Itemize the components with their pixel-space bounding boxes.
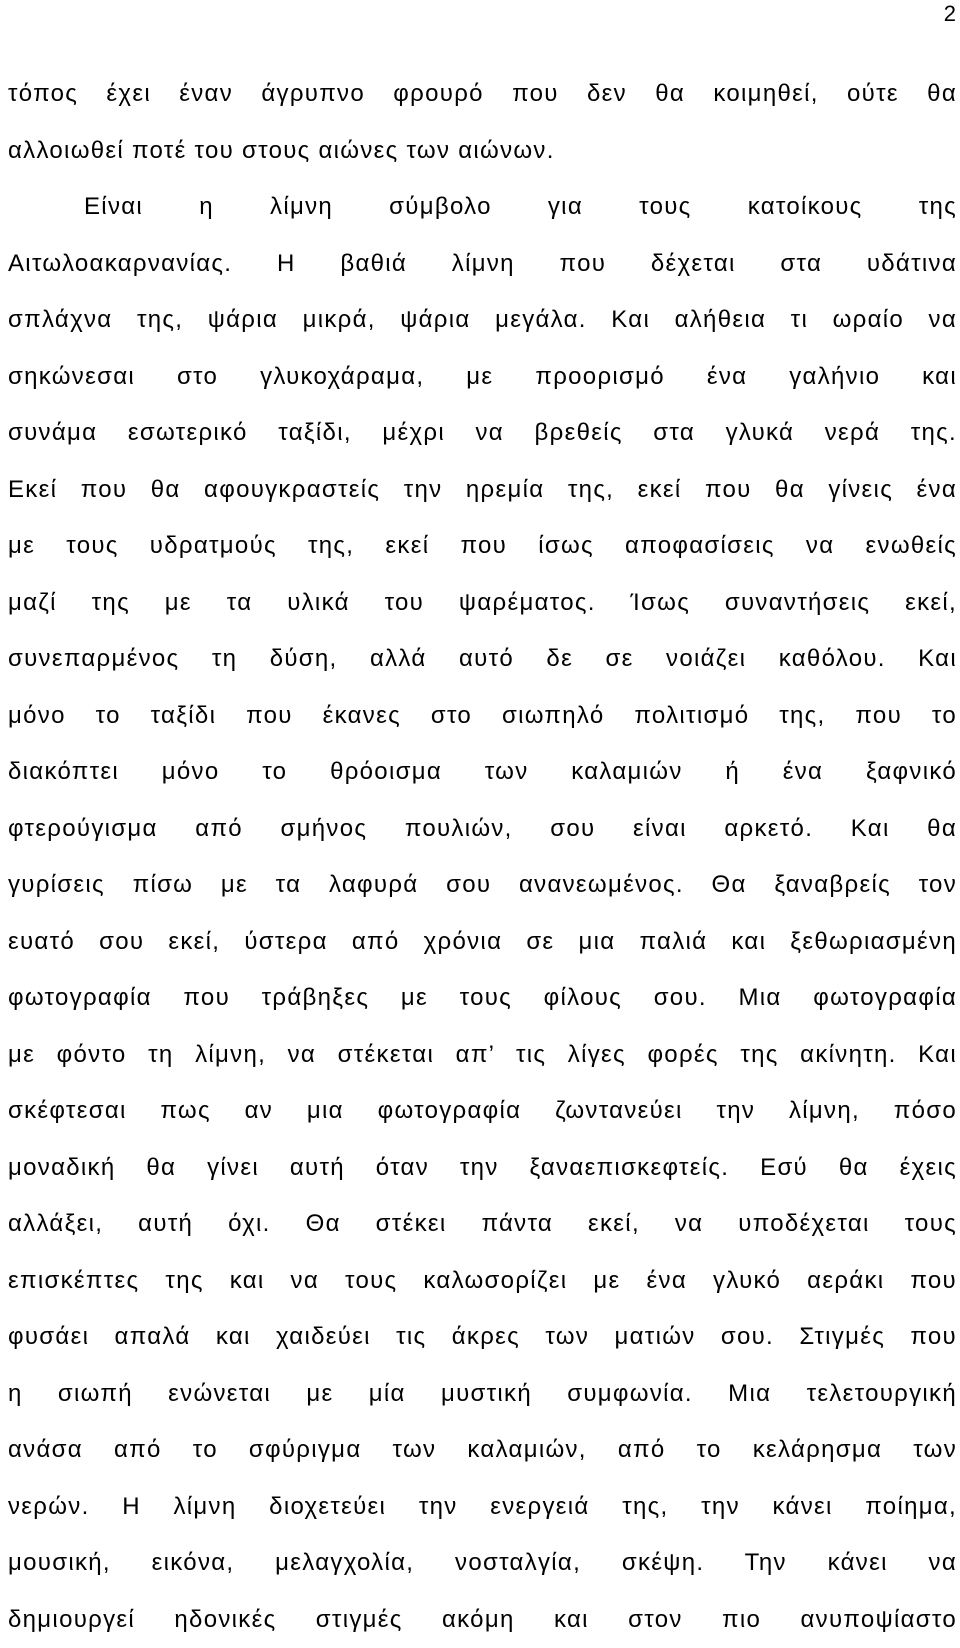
text-line: σκέφτεσαι πως αν μια φωτογραφία ζωντανεύει την λίμνη, πόσο: [8, 1083, 957, 1140]
text-line: μόνο το ταξίδι που έκανες στο σιωπηλό πολιτισμό της, που το: [8, 688, 957, 745]
text-line: φυσάει απαλά και χαιδεύει τις άκρες των ματιών σου. Στιγμές που: [8, 1309, 957, 1366]
text-line: γυρίσεις πίσω με τα λαφυρά σου ανανεωμένος. Θα ξαναβρείς τον: [8, 857, 957, 914]
text-line: με τους υδρατμούς της, εκεί που ίσως αποφασίσεις να ενωθείς: [8, 518, 957, 575]
text-line: με φόντο τη λίμνη, να στέκεται απ’ τις λίγες φορές της ακίνητη. Και: [8, 1027, 957, 1084]
text-line: συνεπαρμένος τη δύση, αλλά αυτό δε σε νοιάζει καθόλου. Και: [8, 631, 957, 688]
text-line: ανάσα από το σφύριγμα των καλαμιών, από το κελάρησμα των: [8, 1422, 957, 1479]
text-line: η σιωπή ενώνεται με μία μυστική συμφωνία. Μια τελετουργική: [8, 1366, 957, 1423]
text-line: επισκέπτες της και να τους καλωσορίζει με ένα γλυκό αεράκι που: [8, 1253, 957, 1310]
text-line: τόπος έχει έναν άγρυπνο φρουρό που δεν θα κοιμηθεί, ούτε θα: [8, 66, 957, 123]
text-line: δημιουργεί ηδονικές στιγμές ακόμη και στον πιο ανυποψίαστο: [8, 1592, 957, 1648]
text-line: Είναι η λίμνη σύμβολο για τους κατοίκους της: [8, 179, 957, 236]
text-line: αλλάξει, αυτή όχι. Θα στέκει πάντα εκεί, να υποδέχεται τους: [8, 1196, 957, 1253]
text-line: συνάμα εσωτερικό ταξίδι, μέχρι να βρεθείς στα γλυκά νερά της.: [8, 405, 957, 462]
text-line: μουσική, εικόνα, μελαγχολία, νοσταλγία, σκέψη. Την κάνει να: [8, 1535, 957, 1592]
text-line: ευατό σου εκεί, ύστερα από χρόνια σε μια παλιά και ξεθωριασμένη: [8, 914, 957, 971]
document-body: [8, 66, 957, 1648]
text-line: φωτογραφία που τράβηξες με τους φίλους σου. Μια φωτογραφία: [8, 970, 957, 1027]
text-line: φτερούγισμα από σμήνος πουλιών, σου είναι αρκετό. Και θα: [8, 801, 957, 858]
text-line: μαζί της με τα υλικά του ψαρέματος. Ίσως συναντήσεις εκεί,: [8, 575, 957, 632]
text-line: Εκεί που θα αφουγκραστείς την ηρεμία της, εκεί που θα γίνεις ένα: [8, 462, 957, 519]
page-number: 2: [944, 2, 956, 26]
text-line: σηκώνεσαι στο γλυκοχάραμα, με προορισμό ένα γαλήνιο και: [8, 349, 957, 406]
text-line: νερών. Η λίμνη διοχετεύει την ενεργειά της, την κάνει ποίημα,: [8, 1479, 957, 1536]
text-line: διακόπτει μόνο το θρόοισμα των καλαμιών ή ένα ξαφνικό: [8, 744, 957, 801]
text-line: Αιτωλοακαρνανίας. Η βαθιά λίμνη που δέχεται στα υδάτινα: [8, 236, 957, 293]
text-line: αλλοιωθεί ποτέ του στους αιώνες των αιώνων.: [8, 123, 957, 180]
text-line: μοναδική θα γίνει αυτή όταν την ξαναεπισκεφτείς. Εσύ θα έχεις: [8, 1140, 957, 1197]
text-line: σπλάχνα της, ψάρια μικρά, ψάρια μεγάλα. Και αλήθεια τι ωραίο να: [8, 292, 957, 349]
